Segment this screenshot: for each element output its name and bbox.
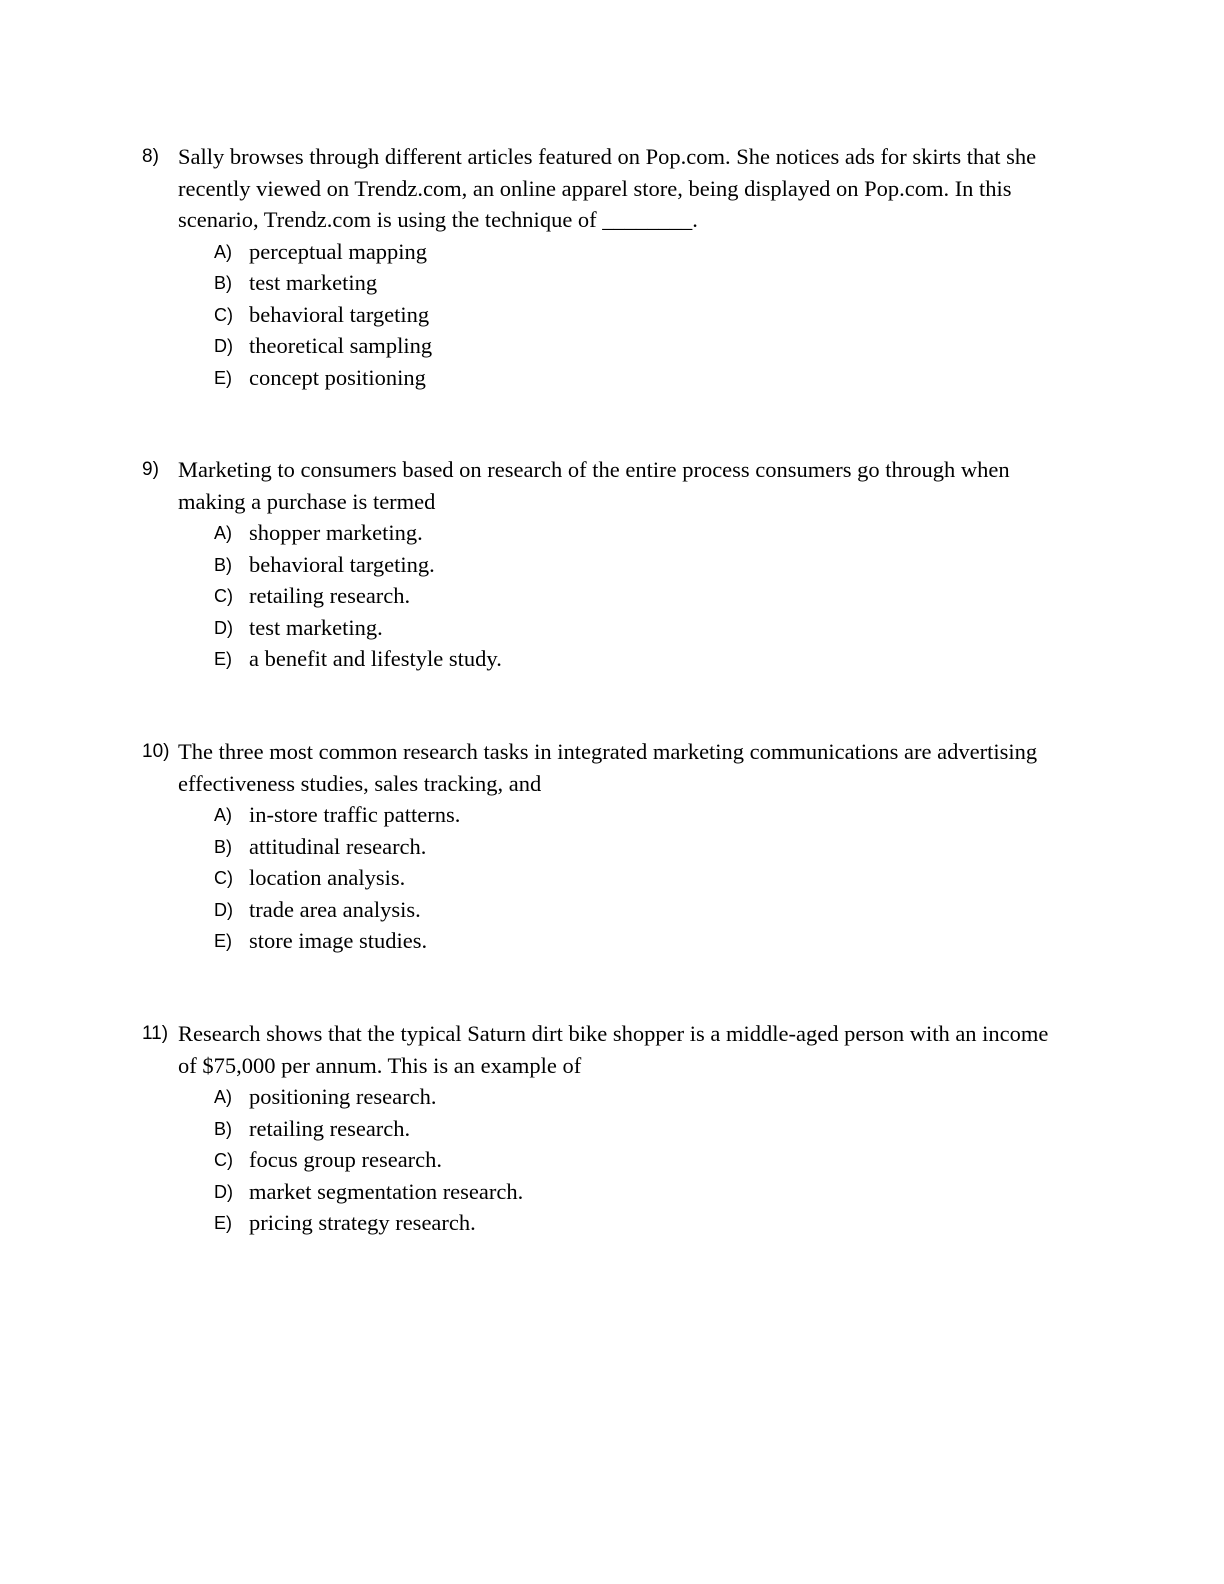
option-letter: D)	[214, 617, 233, 638]
answer-option-b	[0, 549, 1224, 581]
option-letter: B)	[214, 554, 232, 575]
option-letter: A)	[214, 523, 232, 543]
option-text: in-store traffic patterns.	[249, 802, 461, 827]
answer-option-e	[0, 925, 1224, 957]
answer-option-e	[0, 643, 1224, 675]
answer-option-a	[0, 1081, 1224, 1113]
option-letter: B)	[214, 1118, 232, 1139]
answer-options	[0, 1081, 1224, 1239]
answer-option-c	[0, 299, 1224, 331]
option-text: test marketing.	[249, 614, 383, 640]
answer-option-e	[0, 1207, 1224, 1239]
option-text: retailing research.	[249, 1115, 411, 1141]
option-letter: C)	[214, 304, 233, 325]
option-letter: A)	[214, 1087, 232, 1107]
answer-option-a	[0, 236, 1224, 268]
answer-option-b	[0, 1113, 1224, 1145]
option-letter: E)	[214, 367, 232, 388]
option-text: a benefit and lifestyle study.	[249, 646, 502, 671]
option-text: attitudinal research.	[249, 833, 427, 859]
question-number: 10)	[142, 741, 170, 762]
option-text: store image studies.	[249, 928, 428, 953]
option-text: behavioral targeting.	[249, 551, 435, 577]
answer-option-d	[0, 894, 1224, 926]
answer-options	[0, 517, 1224, 675]
option-letter: E)	[214, 1213, 232, 1233]
option-letter: B)	[214, 836, 232, 857]
answer-option-c	[0, 1144, 1224, 1176]
question-number: 8)	[142, 146, 159, 167]
option-text: location analysis.	[249, 865, 406, 890]
option-text: shopper marketing.	[249, 520, 423, 545]
option-letter: A)	[214, 805, 232, 825]
option-text: positioning research.	[249, 1084, 437, 1109]
option-letter: D)	[214, 336, 233, 356]
question-number: 9)	[142, 459, 159, 480]
option-letter: C)	[214, 1150, 233, 1170]
answer-option-a	[0, 517, 1224, 549]
answer-options	[0, 236, 1224, 394]
option-letter: A)	[214, 241, 232, 262]
option-text: perceptual mapping	[249, 238, 428, 264]
option-letter: E)	[214, 649, 232, 669]
option-text: focus group research.	[249, 1147, 443, 1172]
option-text: trade area analysis.	[249, 896, 421, 922]
option-text: market segmentation research.	[249, 1178, 524, 1204]
answer-option-c	[0, 580, 1224, 612]
answer-option-e	[0, 362, 1224, 394]
question-text: Marketing to consumers based on research of the entire process consumers go through when making a purchase is termed	[178, 457, 1010, 514]
answer-option-c	[0, 862, 1224, 894]
question-text: Sally browses through different articles featured on Pop.com. She notices ads for skirts that she recently viewed on Trendz.com, an online apparel store, being displayed on Pop.com. In this scenario, Trendz.com is using the technique of ________.	[178, 144, 1037, 232]
option-letter: E)	[214, 931, 232, 951]
question-text: The three most common research tasks in integrated marketing communications are advertising effectiveness studies, sales tracking, and	[178, 739, 1038, 796]
answer-option-d	[0, 330, 1224, 362]
question-number: 11)	[142, 1023, 169, 1044]
option-text: theoretical sampling	[249, 333, 433, 358]
answer-option-a	[0, 799, 1224, 831]
answer-option-b	[0, 267, 1224, 299]
option-text: retailing research.	[249, 583, 411, 608]
option-text: test marketing	[249, 270, 378, 295]
option-letter: C)	[214, 586, 233, 606]
answer-option-d	[0, 1176, 1224, 1208]
option-letter: D)	[214, 899, 233, 920]
option-letter: D)	[214, 1181, 233, 1202]
option-text: behavioral targeting	[249, 301, 430, 327]
option-letter: C)	[214, 868, 233, 888]
answer-option-d	[0, 612, 1224, 644]
option-text: concept positioning	[249, 364, 426, 390]
option-letter: B)	[214, 273, 232, 293]
answer-options	[0, 799, 1224, 957]
answer-option-b	[0, 831, 1224, 863]
option-text: pricing strategy research.	[249, 1210, 476, 1235]
question-text: Research shows that the typical Saturn dirt bike shopper is a middle-aged person with an income of $75,000 per annum. This is an example of	[178, 1021, 1049, 1078]
